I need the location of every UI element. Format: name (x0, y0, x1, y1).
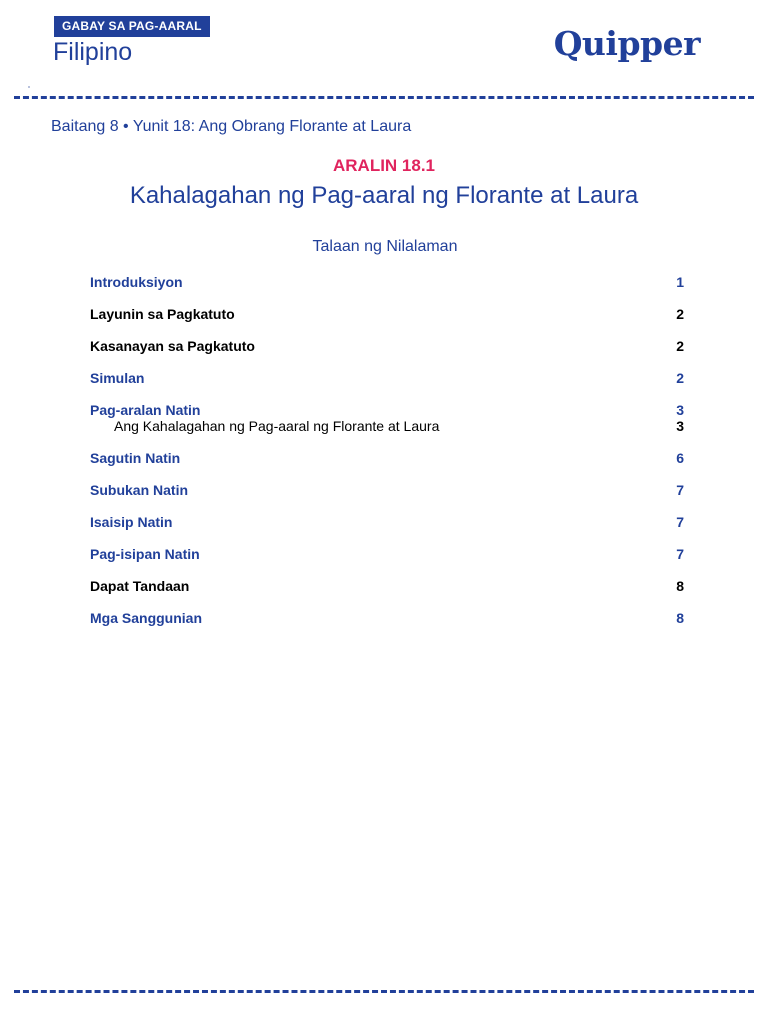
toc-item-label: Mga Sanggunian (90, 610, 202, 626)
toc-item-kasanayan[interactable] (90, 330, 684, 362)
table-of-contents (90, 266, 684, 634)
toc-item-label: Ang Kahalagahan ng Pag-aaral ng Florante at Laura (114, 418, 440, 434)
toc-subitem-kahalagahan[interactable] (90, 418, 684, 434)
toc-item-page: 7 (676, 482, 684, 498)
toc-item-pag-isipan-natin[interactable] (90, 538, 684, 570)
toc-item-label: Kasanayan sa Pagkatuto (90, 338, 255, 354)
toc-item-simulan[interactable] (90, 362, 684, 394)
lesson-label: ARALIN 18.1 (332, 156, 436, 175)
toc-item-layunin[interactable] (90, 298, 684, 330)
lesson-title: Kahalagahan ng Pag-aaral ng Florante at Laura (129, 182, 639, 209)
subject-title: Filipino (53, 38, 133, 66)
toc-item-label: Dapat Tandaan (90, 578, 190, 594)
toc-item-dapat-tandaan[interactable] (90, 570, 684, 602)
toc-item-label: Simulan (90, 370, 145, 386)
bottom-divider (14, 990, 754, 993)
toc-item-label: Pag-isipan Natin (90, 546, 200, 562)
toc-item-introduksiyon[interactable] (90, 266, 684, 298)
toc-item-page: 7 (676, 514, 684, 530)
toc-item-mga-sanggunian[interactable] (90, 602, 684, 634)
quipper-logo: Quipper (553, 24, 700, 63)
toc-item-label: Pag-aralan Natin (90, 402, 201, 418)
toc-item-page: 2 (676, 370, 684, 386)
toc-heading: Talaan ng Nilalaman (312, 238, 458, 255)
toc-item-label: Isaisip Natin (90, 514, 173, 530)
toc-item-label: Introduksiyon (90, 274, 183, 290)
toc-item-page: 2 (676, 306, 684, 322)
toc-item-isaisip-natin[interactable] (90, 506, 684, 538)
toc-item-page: 8 (676, 610, 684, 626)
toc-item-page: 8 (676, 578, 684, 594)
toc-item-label: Subukan Natin (90, 482, 189, 498)
decorative-dot (28, 86, 30, 88)
top-divider (14, 96, 754, 99)
toc-item-page: 7 (676, 546, 684, 562)
toc-item-label: Sagutin Natin (90, 450, 181, 466)
toc-item-page: 3 (676, 418, 684, 434)
toc-item-sagutin-natin[interactable] (90, 442, 684, 474)
toc-item-page: 1 (676, 274, 684, 290)
guide-badge: GABAY SA PAG-AARAL (54, 16, 210, 37)
toc-item-page: 6 (676, 450, 684, 466)
toc-item-page: 2 (676, 338, 684, 354)
breadcrumb: Baitang 8 • Yunit 18: Ang Obrang Florante at Laura (51, 118, 412, 135)
toc-item-subukan-natin[interactable] (90, 474, 684, 506)
toc-item-page: 3 (676, 402, 684, 418)
toc-item-label: Layunin sa Pagkatuto (90, 306, 235, 322)
